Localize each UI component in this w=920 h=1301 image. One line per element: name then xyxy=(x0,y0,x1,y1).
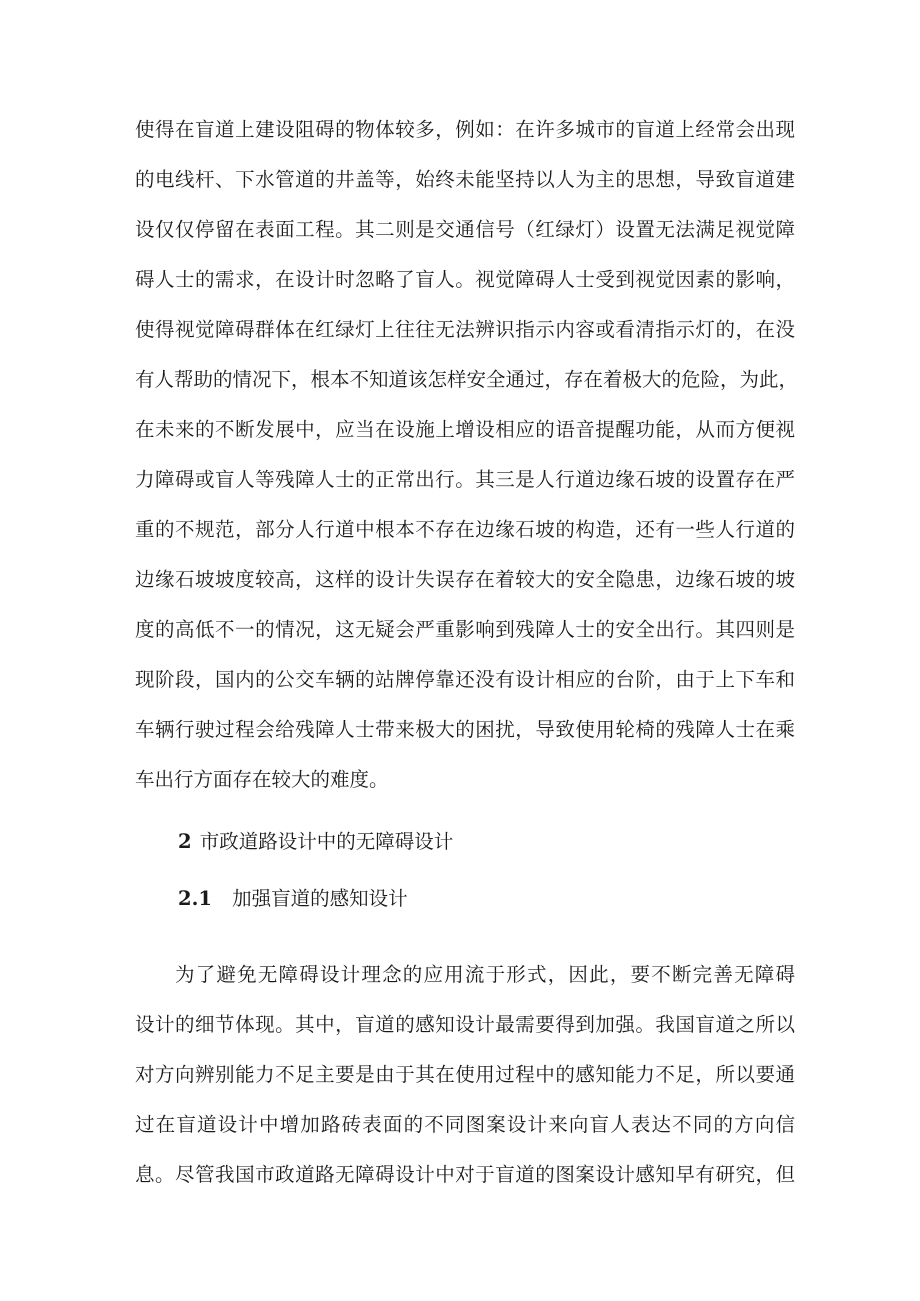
paragraph-line: 车辆行驶过程会给残障人士带来极大的困扰，导致使用轮椅的残障人士在乘 xyxy=(135,718,795,741)
section-heading xyxy=(178,828,453,856)
paragraph-line: 边缘石坡坡度较高，这样的设计失误存在着较大的安全隐患，边缘石坡的坡 xyxy=(135,568,795,591)
paragraph-line: 重的不规范，部分人行道中根本不存在边缘石坡的构造，还有一些人行道的 xyxy=(135,518,795,541)
paragraph-line: 为了避免无障碍设计理念的应用流于形式，因此，要不断完善无障碍 xyxy=(175,963,795,986)
paragraph-line: 在未来的不断发展中，应当在设施上增设相应的语音提醒功能，从而方便视 xyxy=(135,418,795,441)
paragraph-line: 使得视觉障碍群体在红绿灯上往往无法辨识指示内容或看清指示灯的，在没 xyxy=(135,318,795,341)
paragraph-line: 对方向辨别能力不足主要是由于其在使用过程中的感知能力不足，所以要通 xyxy=(135,1063,795,1086)
paragraph-line: 有人帮助的情况下，根本不知道该怎样安全通过，存在着极大的危险，为此， xyxy=(135,368,799,391)
paragraph-line: 度的高低不一的情况，这无疑会严重影响到残障人士的安全出行。其四则是 xyxy=(135,618,795,641)
paragraph-line: 现阶段，国内的公交车辆的站牌停靠还没有设计相应的台阶，由于上下车和 xyxy=(135,668,795,691)
paragraph-line: 使得在盲道上建设阻碍的物体较多，例如：在许多城市的盲道上经常会出现 xyxy=(135,118,795,141)
subsection-number: 2.1 xyxy=(178,887,212,910)
paragraph-line: 设计的细节体现。其中，盲道的感知设计最需要得到加强。我国盲道之所以 xyxy=(135,1013,795,1036)
paragraph-line: 车出行方面存在较大的难度。 xyxy=(135,768,389,791)
paragraph-line: 碍人士的需求，在设计时忽略了盲人。视觉障碍人士受到视觉因素的影响， xyxy=(135,268,795,291)
subsection-heading xyxy=(178,885,408,913)
paragraph-line: 力障碍或盲人等残障人士的正常出行。其三是人行道边缘石坡的设置存在严 xyxy=(135,468,795,491)
paragraph-line: 息。尽管我国市政道路无障碍设计中对于盲道的图案设计感知早有研究，但 xyxy=(135,1163,795,1186)
paragraph-line: 过在盲道设计中增加路砖表面的不同图案设计来向盲人表达不同的方向信 xyxy=(135,1113,795,1136)
section-title: 市政道路设计中的无障碍设计 xyxy=(199,830,454,853)
paragraph-line: 设仅仅停留在表面工程。其二则是交通信号（红绿灯）设置无法满足视觉障 xyxy=(135,218,795,241)
subsection-title: 加强盲道的感知设计 xyxy=(232,887,408,910)
paragraph-line: 的电线杆、下水管道的井盖等，始终未能坚持以人为主的思想，导致盲道建 xyxy=(135,168,795,191)
section-number: 2 xyxy=(178,830,192,853)
